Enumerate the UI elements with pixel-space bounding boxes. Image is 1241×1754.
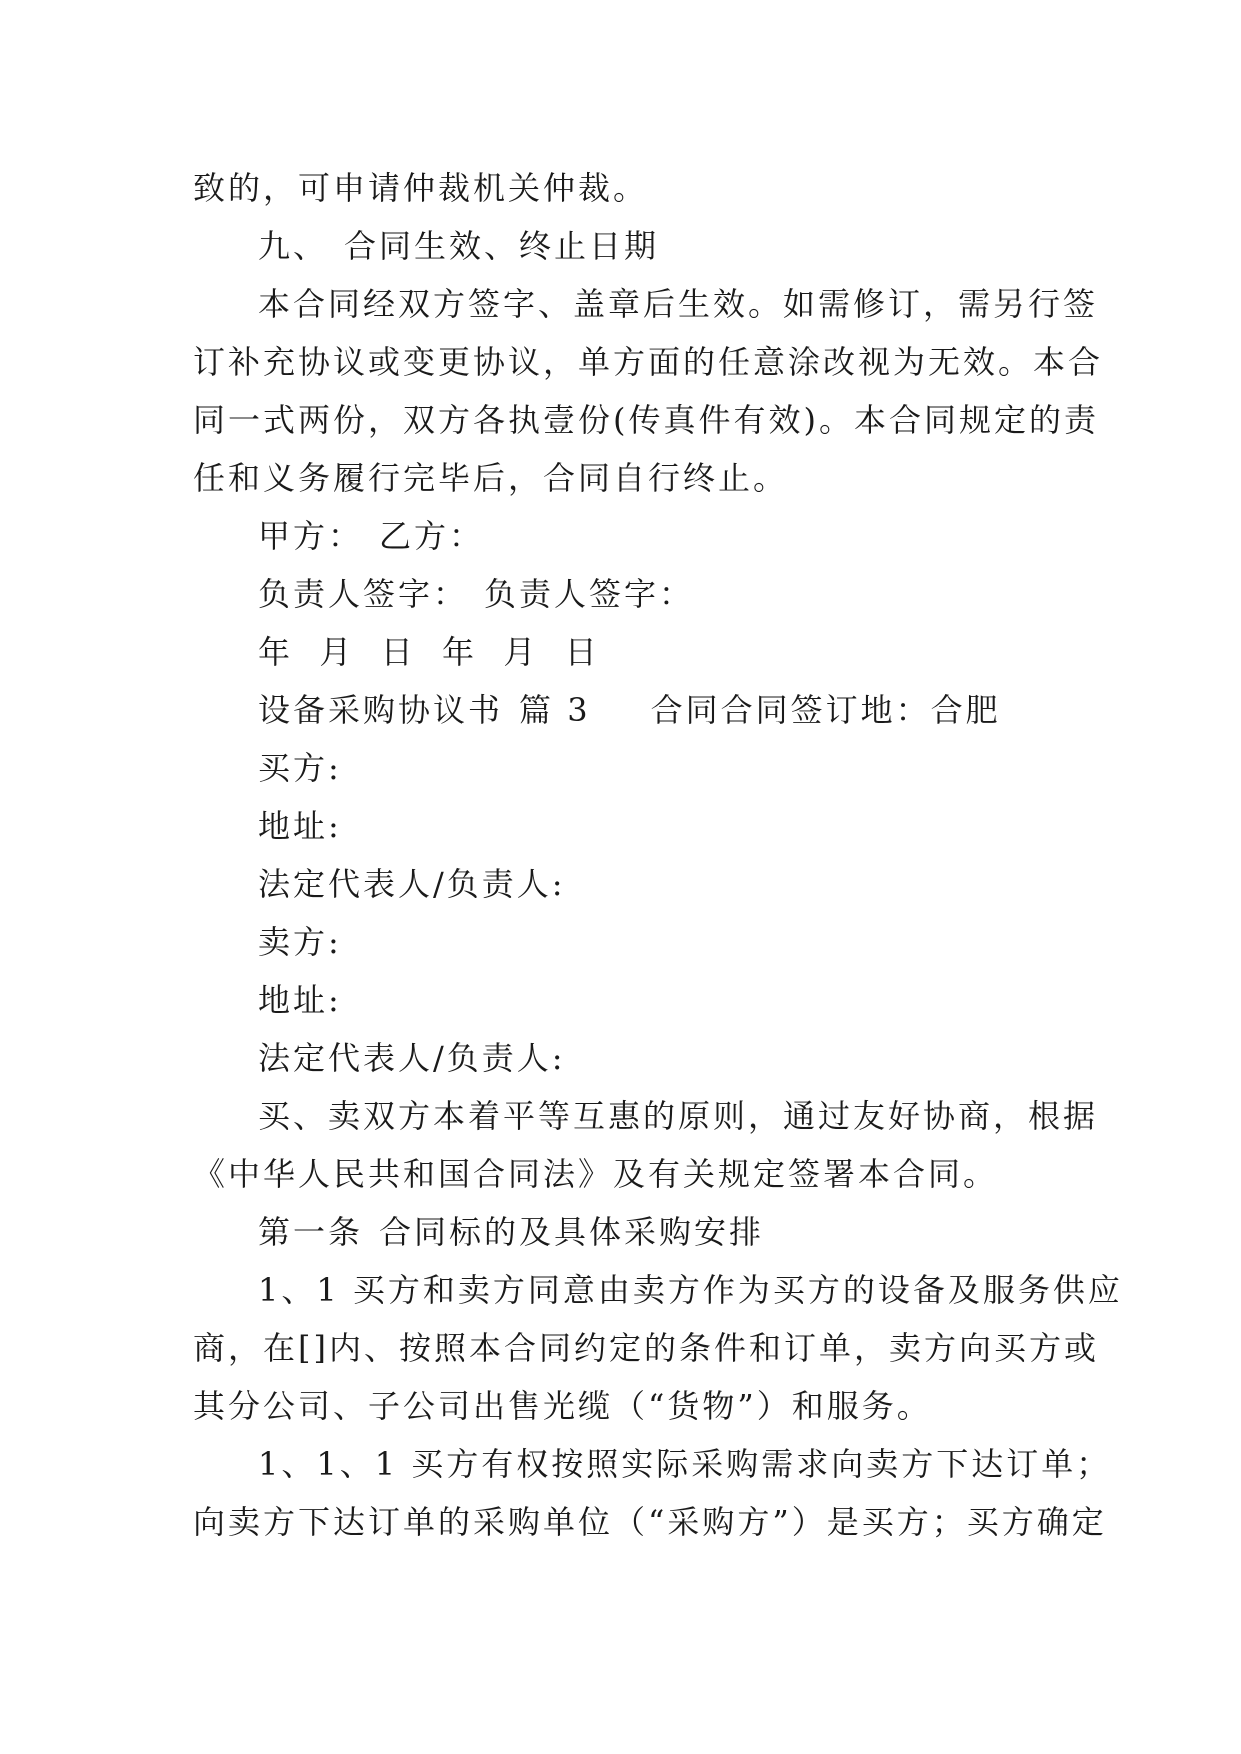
paragraph-line: [193, 391, 1099, 449]
text: 买方:: [258, 749, 342, 787]
text: 订补充协议或变更协议，单方面的任意涂改视为无效。本合: [193, 343, 1104, 381]
section-title: 合同生效、终止日期: [344, 227, 660, 265]
paragraph-line: [193, 333, 1104, 391]
party-a-sign-label: 负责人签字：: [258, 575, 469, 613]
buyer-label: [258, 739, 1053, 797]
article-label: 第一条: [258, 1213, 364, 1251]
buyer-address-label: [258, 797, 1053, 855]
party-a-label: 甲方：: [258, 517, 364, 555]
paragraph-line: [193, 159, 1053, 217]
party-b-sign-label: 负责人签字：: [484, 575, 695, 613]
article-heading: [258, 1203, 1053, 1261]
signing-place: 合同合同签订地：合肥: [650, 691, 1001, 729]
paragraph-line: [258, 1435, 1112, 1493]
text: 向卖方下达订单的采购单位（“采购方”）是买方；买方确定: [193, 1503, 1107, 1541]
text: 商，在[]内、按照本合同约定的条件和订单，卖方向买方或: [193, 1329, 1099, 1367]
text: 卖方:: [258, 923, 342, 961]
text: 地址:: [258, 981, 342, 1019]
text: 法定代表人/负责人:: [258, 865, 566, 903]
text: 本合同经双方签字、盖章后生效。如需修订，需另行签: [258, 285, 1099, 323]
text: 任和义务履行完毕后，合同自行终止。: [193, 459, 789, 497]
paragraph-line: [193, 1319, 1099, 1377]
text: 买、卖双方本着平等互惠的原则，通过友好协商，根据: [258, 1097, 1099, 1135]
paragraph-line: [258, 1261, 1123, 1319]
text: 其分公司、子公司出售光缆（“货物”）和服务。: [193, 1387, 932, 1425]
text: 致的，可申请仲裁机关仲裁。: [193, 169, 649, 207]
seller-address-label: [258, 971, 1053, 1029]
party-b-label: 乙方：: [379, 517, 485, 555]
text: 1、1 买方和卖方同意由卖方作为买方的设备及服务供应: [258, 1271, 1123, 1309]
text: 《中华人民共和国合同法》及有关规定签署本合同。: [193, 1155, 999, 1193]
signature-date-row: [258, 623, 1053, 681]
date-labels: 年 月 日 年 月 日: [258, 633, 600, 671]
paragraph-line: [193, 1377, 1053, 1435]
signature-party-row: [258, 507, 1053, 565]
document-title-row: [258, 681, 1053, 739]
text: 地址:: [258, 807, 342, 845]
seller-label: [258, 913, 1053, 971]
paragraph-line: [258, 1087, 1099, 1145]
section-number: 九、: [258, 227, 329, 265]
buyer-representative-label: [258, 855, 1053, 913]
paragraph-line: [193, 1493, 1107, 1551]
document-title: 设备采购协议书: [258, 691, 504, 729]
text: 法定代表人/负责人:: [258, 1039, 566, 1077]
article-title: 合同标的及具体采购安排: [379, 1213, 765, 1251]
paragraph-line: [193, 449, 1053, 507]
paragraph-line: [193, 1145, 1053, 1203]
paragraph-line: [258, 275, 1099, 333]
section-heading: [258, 217, 1053, 275]
text: 1、1、1 买方有权按照实际采购需求向卖方下达订单；: [258, 1445, 1112, 1483]
article-number: 篇 3: [519, 691, 591, 729]
text: 同一式两份，双方各执壹份(传真件有效)。本合同规定的责: [193, 401, 1099, 439]
seller-representative-label: [258, 1029, 1053, 1087]
signature-sign-row: [258, 565, 1053, 623]
